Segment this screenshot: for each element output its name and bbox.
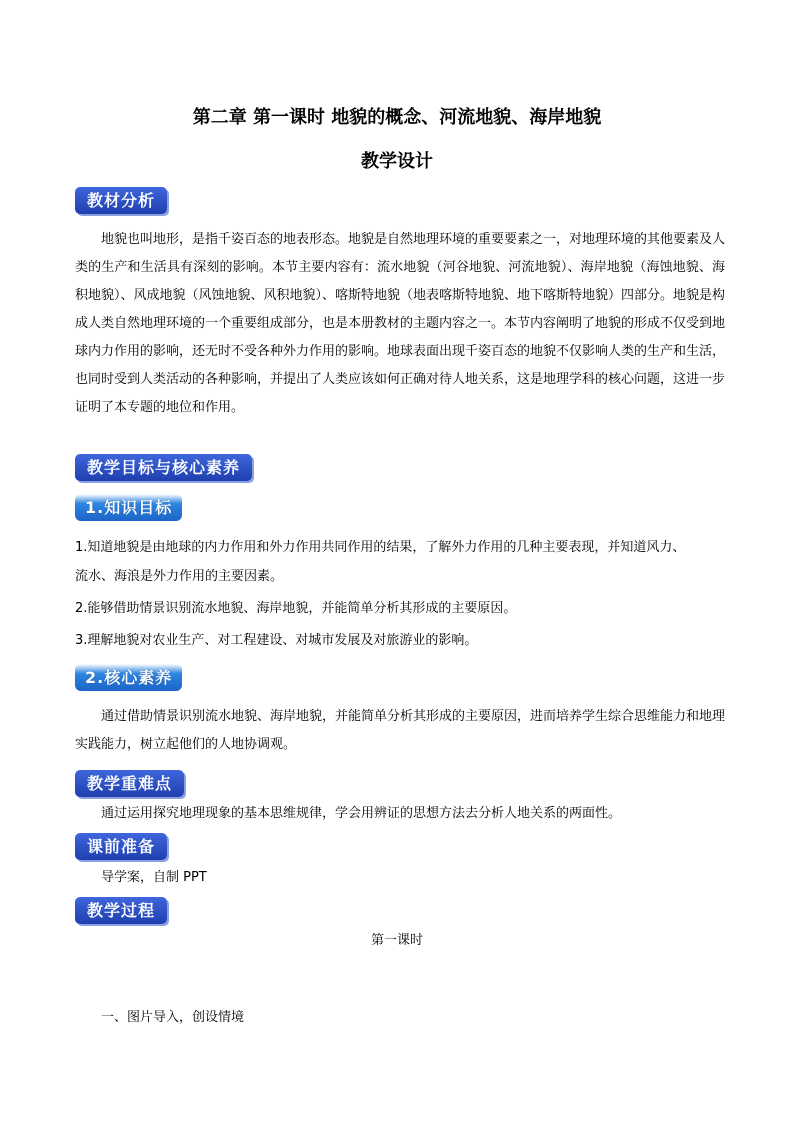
section-heading-goals: 教学目标与核心素养 (75, 454, 252, 481)
subsection-heading-knowledge: 1.知识目标 (75, 494, 182, 521)
analysis-paragraph: 地貌也叫地形，是指千姿百态的地表形态。地貌是自然地理环境的重要要素之一，对地理环境的其他要素及人类的生产和生活具有深刻的影响。本节主要内容有：流水地貌（河谷地貌、河流地貌）、海岸地貌（海蚀地貌、海积地貌）、风成地貌（风蚀地貌、风积地貌）、喀斯特地貌（地表喀斯特地貌、地下喀斯特地貌）四部分。地貌是构成人类自然地理环境的一个重要组成部分，也是本册教材的主题内容之一。本节内容阐明了地貌的形成不仅受到地球内力作用的影响，还无时不受各种外力作用的影响。地球表面出现千姿百态的地貌不仅影响人类的生产和生活，也同时受到人类活动的各种影响，并提出了人类应该如何正确对待人地关系，这是地理学科的核心问题，这进一步证明了本专题的地位和作用。 (75, 232, 726, 415)
process-step: 一、图片导入，创设情境 (101, 1010, 245, 1025)
knowledge-item: 流水、海浪是外力作用的主要因素。 (75, 569, 284, 584)
knowledge-item: 2.能够借助情景识别流水地貌、海岸地貌，并能简单分析其形成的主要原因。 (75, 601, 517, 616)
knowledge-item: 3.理解地貌对农业生产、对工程建设、对城市发展及对旅游业的影响。 (75, 633, 478, 648)
document-title: 第二章 第一课时 地貌的概念、河流地貌、海岸地貌 (192, 107, 602, 128)
preparation-text: 导学案，自制 PPT (101, 870, 207, 885)
section-heading-preparation: 课前准备 (75, 833, 167, 860)
section-heading-analysis: 教材分析 (75, 187, 167, 214)
difficulty-text: 通过运用探究地理现象的基本思维规律，学会用辨证的思想方法去分析人地关系的两面性。 (101, 806, 622, 821)
section-heading-process: 教学过程 (75, 897, 167, 924)
document-subtitle: 教学设计 (361, 151, 433, 172)
subsection-heading-literacy: 2.核心素养 (75, 664, 182, 691)
section-heading-difficulty: 教学重难点 (75, 770, 184, 797)
lesson-label: 第一课时 (370, 933, 423, 948)
literacy-paragraph: 通过借助情景识别流水地貌、海岸地貌，并能简单分析其形成的主要原因，进而培养学生综合思维能力和地理实践能力，树立起他们的人地协调观。 (75, 709, 726, 752)
knowledge-item: 1.知道地貌是由地球的内力作用和外力作用共同作用的结果，了解外力作用的几种主要表现，并知道风力、 (75, 540, 686, 555)
